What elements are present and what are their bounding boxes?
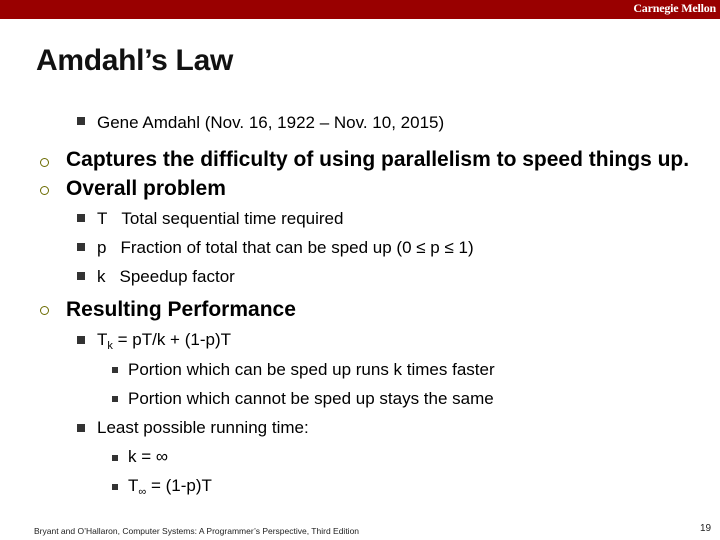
brand-label: Carnegie Mellon [633, 1, 716, 15]
sub-point-not-sped-up: Portion which cannot be sped up stays the same [128, 389, 494, 408]
square-bullet-icon [112, 396, 118, 402]
point-parallelism: Captures the difficulty of using parallelism to speed things up. [66, 148, 690, 171]
var-symbol: p [97, 238, 107, 257]
circle-bullet-icon [40, 306, 49, 315]
point-overall-problem: Overall problem [66, 177, 226, 200]
square-bullet-icon [77, 214, 85, 222]
header-bar [0, 0, 720, 19]
circle-bullet-icon [40, 158, 49, 167]
least-running-time: Least possible running time: [97, 418, 309, 437]
square-bullet-icon [112, 367, 118, 373]
footer-citation: Bryant and O’Hallaron, Computer Systems: A Programmer’s Perspective, Third Edition [34, 526, 360, 536]
var-desc: Total sequential time required [121, 209, 344, 228]
square-bullet-icon [112, 484, 118, 490]
square-bullet-icon [77, 243, 85, 251]
formula-line [97, 330, 231, 350]
credit-line: Gene Amdahl (Nov. 16, 1922 – Nov. 10, 2015) [97, 113, 445, 132]
slide-title: Amdahl’s Law [36, 44, 233, 77]
var-T [97, 209, 343, 229]
square-bullet-icon [77, 117, 85, 125]
formula-subscript: k [107, 340, 113, 352]
t-infinity [128, 476, 212, 496]
formula-rest: = pT/k + (1-p)T [117, 330, 231, 349]
t-infinity-T: T [128, 476, 139, 495]
t-infinity-subscript: ∞ [138, 486, 147, 498]
square-bullet-icon [77, 424, 85, 432]
square-bullet-icon [112, 455, 118, 461]
var-p [97, 238, 474, 258]
var-desc: Fraction of total that can be sped up (0 ≤ p ≤ 1) [120, 238, 474, 257]
var-symbol: k [97, 267, 106, 286]
var-symbol: T [97, 209, 108, 228]
t-infinity-rest: = (1-p)T [150, 476, 212, 495]
k-infinity: k = ∞ [128, 447, 168, 466]
page-number: 19 [700, 523, 712, 534]
var-k [97, 267, 235, 287]
point-resulting-performance: Resulting Performance [66, 298, 296, 321]
square-bullet-icon [77, 272, 85, 280]
sub-point-sped-up: Portion which can be sped up runs k times faster [128, 360, 495, 379]
square-bullet-icon [77, 336, 85, 344]
circle-bullet-icon [40, 186, 49, 195]
var-desc: Speedup factor [119, 267, 235, 286]
formula-T: T [97, 330, 108, 349]
